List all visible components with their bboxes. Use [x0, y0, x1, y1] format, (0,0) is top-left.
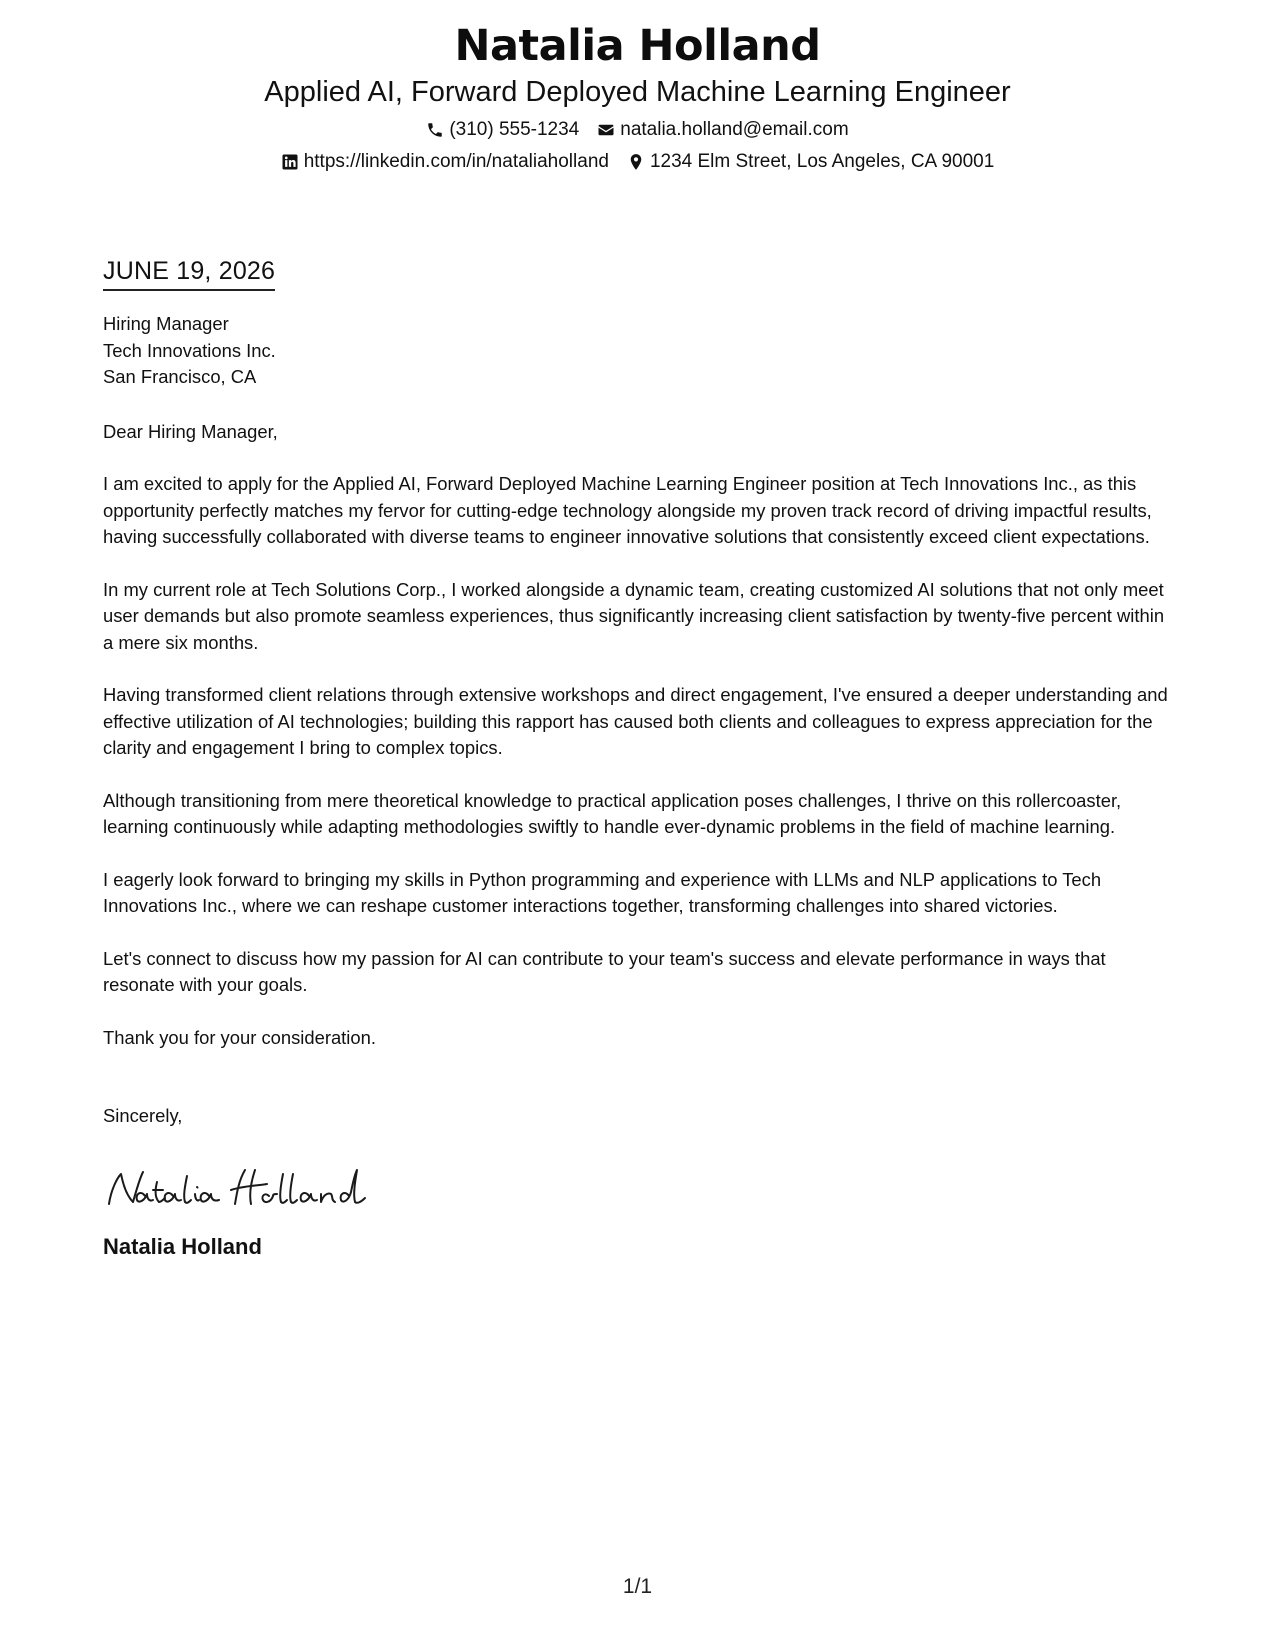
closing-line: Thank you for your consideration.	[103, 1026, 376, 1048]
email-contact[interactable]	[597, 118, 848, 142]
salutation: Dear Hiring Manager,	[103, 420, 278, 442]
handwritten-signature	[103, 1160, 1178, 1220]
page-indicator: 1/1	[622, 1575, 653, 1598]
body-paragraph: In my current role at Tech Solutions Corp., I worked alongside a dynamic team, creating customized AI solutions that not only meet user demands but also promote seamless experiences, thus significantly increasing client satisfaction by twenty-five percent within a mere six months.	[103, 578, 1165, 653]
map-pin-icon	[627, 153, 645, 171]
signoff: Sincerely,	[103, 1105, 183, 1126]
body-paragraph: Let's connect to discuss how my passion for AI can contribute to your team's success and elevate performance in ways that resonate with your goals.	[103, 947, 1106, 995]
body-paragraph: I am excited to apply for the Applied AI, Forward Deployed Machine Learning Engineer position at Tech Innovations Inc., as this opportunity perfectly matches my fervor for cutting-edge technology alongside my proven track record of driving impactful results, having successfully collaborated with diverse teams to engineer innovative solutions that consistently exceed client expectations.	[103, 473, 1152, 547]
signer-name: Natalia Holland	[103, 1233, 262, 1259]
linkedin-contact[interactable]	[281, 150, 609, 174]
letter-header	[0, 18, 1275, 174]
recipient-block	[103, 311, 1178, 391]
address-contact	[627, 150, 994, 174]
recipient-line: Hiring Manager	[103, 313, 229, 334]
recipient-line: Tech Innovations Inc.	[103, 339, 276, 361]
letter-date: JUNE 19, 2026	[103, 255, 275, 291]
contact-row-secondary	[0, 150, 1275, 174]
phone-icon	[426, 121, 444, 139]
letter-body	[103, 255, 1178, 1262]
recipient-line: San Francisco, CA	[103, 366, 257, 387]
body-paragraph: Having transformed client relations through extensive workshops and direct engagement, I've ensured a deeper understanding and effective utilization of AI technologies; building this rapport has caused both clients and colleagues to express appreciation for the clarity and engagement I bring to complex topics.	[103, 684, 1168, 758]
envelope-icon	[597, 121, 615, 139]
street-address: 1234 Elm Street, Los Angeles, CA 90001	[649, 151, 995, 172]
email-address: natalia.holland@email.com	[620, 119, 849, 140]
body-paragraph: I eagerly look forward to bringing my skills in Python programming and experience with LLMs and NLP applications to Tech Innovations Inc., where we can reshape customer interactions together, transforming challenges into shared victories.	[103, 868, 1102, 916]
applicant-name: Natalia Holland	[454, 21, 821, 71]
applicant-job-title: Applied AI, Forward Deployed Machine Learning Engineer	[264, 76, 1011, 108]
linkedin-url: https://linkedin.com/in/nataliaholland	[303, 151, 609, 172]
body-paragraph: Although transitioning from mere theoretical knowledge to practical application poses challenges, I thrive on this rollercoaster, learning continuously while adapting methodologies swiftly to handle ever-dynamic problems in the field of machine learning.	[103, 789, 1122, 837]
contact-row-primary	[0, 118, 1275, 142]
phone-number: (310) 555-1234	[449, 119, 580, 140]
phone-contact[interactable]	[426, 118, 579, 142]
linkedin-icon	[281, 153, 299, 171]
